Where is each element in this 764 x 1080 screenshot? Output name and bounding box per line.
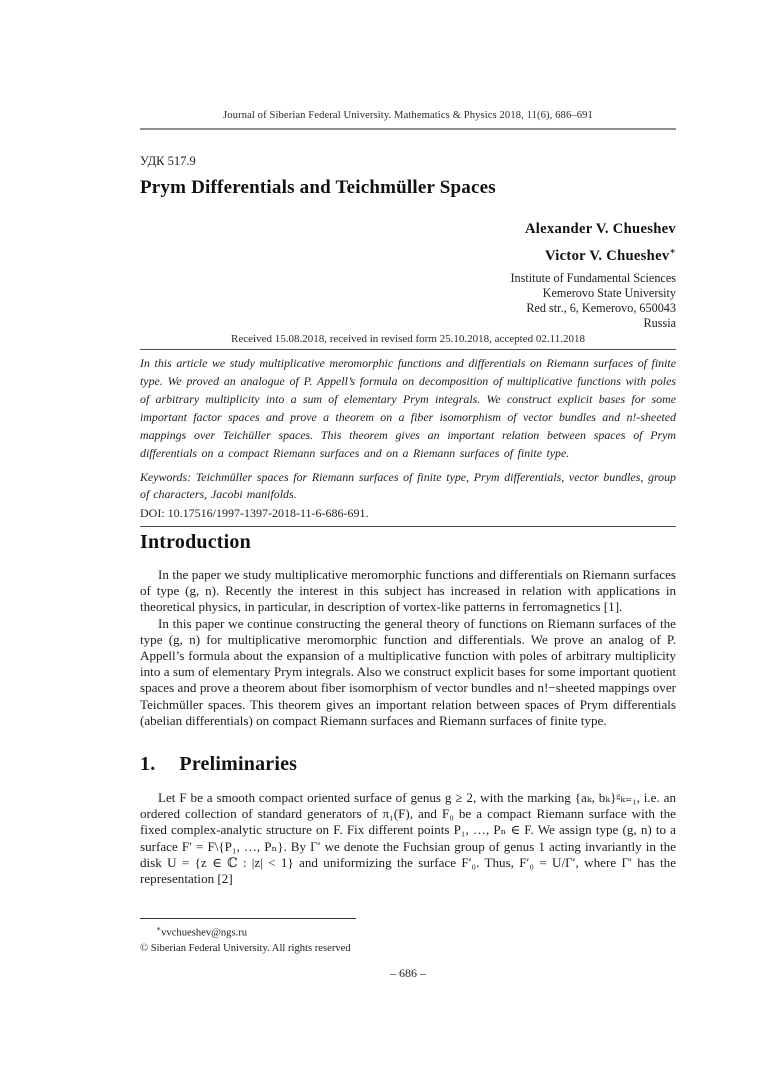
udc-code: УДК 517.9 (140, 154, 196, 168)
affiliation-line: Kemerovo State University (542, 285, 676, 300)
author-block (140, 213, 676, 331)
footnote-mark: ∗ (156, 924, 162, 933)
section-title: Preliminaries (179, 753, 298, 776)
affiliation-line: Red str., 6, Kemerovo, 650043 (526, 300, 676, 315)
footnote-copyright: © Siberian Federal University. All rights reserved (140, 942, 351, 954)
abstract-block (140, 349, 676, 527)
page-title: Prym Differentials and Teichmüller Spaces (140, 177, 496, 198)
footnote-email: ∗vvchueshev@ngs.ru (156, 924, 248, 939)
journal-line: Journal of Siberian Federal University. Mathematics & Physics 2018, 11(6), 686–691 (223, 110, 593, 121)
introduction-paragraph-2: In this paper we continue constructing the general theory of functions on Riemann surfaces of the type (g, n) for multiplicative meromorphic function and differentials. We prove an analog of P. Appell’s formula about the expansion of a multiplicative function with poles of arbitrary multiplicity into a sum of elementary Prym integrals. Also we construct explicit bases for some important quotient spaces and prove a theorem about fiber isomorphism of vector bundles and n!−sheeted mappings over Teichmüller spaces. This theorem gives an important relation between spaces of Prym differentials (abelian differentials) on compact Riemann surfaces and Riemann surfaces of finite type. (140, 615, 676, 728)
received-line: Received 15.08.2018, received in revised form 25.10.2018, accepted 02.11.2018 (231, 333, 585, 345)
author-2: Victor V. Chueshev∗ (545, 245, 676, 264)
main-text (140, 531, 676, 887)
page-number: – 686 – (390, 966, 426, 980)
doi-line: DOI: 10.17516/1997-1397-2018-11-6-686-691. (140, 506, 369, 520)
affiliation-block (140, 271, 676, 331)
author-2-mark: ∗ (669, 245, 676, 256)
section-heading-introduction: Introduction (140, 531, 251, 553)
introduction-paragraph-1: In the paper we study multiplicative meromorphic functions and differentials on Riemann surfaces of type (g, n). Recently the interest in this subject has increased in relation with applications in theoretical physics, in particular, in description of vortex-like patterns in ferromagnetics [1]. (140, 567, 676, 615)
footnote-rule (140, 918, 356, 919)
section-number: 1. (140, 753, 156, 776)
preliminaries-paragraph-1: Let F be a smooth compact oriented surface of genus g ≥ 2, with the marking {aₖ, bₖ}ᵍₖ₌₁, i.e. an ordered collection of standard generators of π₁(F), and F₀ be a compact Riemann surface with the fixed complex-analytic structure on F. Fix different points P₁, …, Pₙ ∈ F. We assign type (g, n) to a surface F′ = F\{P₁, …, Pₙ}. By Γ′ we denote the Fuchsian group of genus 1 acting invariantly in the disk U = {z ∈ ℂ : |z| < 1} and uniformizing the surface F′₀. Thus, F′₀ = U/Γ′, where Γ′ has the representation [2] (140, 790, 676, 887)
keywords-text: Keywords: Teichmüller spaces for Riemann surfaces of finite type, Prym differentials, vector bundles, group of characters, Jacobi manifolds. (140, 470, 676, 501)
abstract-text: In this article we study multiplicative meromorphic functions and differentials on Riemann surfaces of finite type. We proved an analogue of P. Appell’s formula on decomposition of multiplicative functions with poles of arbitrary multiplicity into a sum of elementary Prym integrals. We construct explicit bases for some important factor spaces and prove a theorem on a fiber isomorphism of vector bundles and n!-sheeted mappings over Teichüller spaces. This theorem gives an important relation between spaces of Prym differentials on a compact Riemann surfaces and on a Riemann surfaces of finite type. (140, 356, 676, 460)
footnote-block (140, 918, 676, 956)
affiliation-line: Russia (643, 315, 676, 330)
affiliation-line: Institute of Fundamental Sciences (510, 270, 676, 285)
author-1: Alexander V. Chueshev (524, 220, 676, 237)
section-heading-preliminaries (140, 753, 676, 776)
running-head (140, 110, 676, 130)
